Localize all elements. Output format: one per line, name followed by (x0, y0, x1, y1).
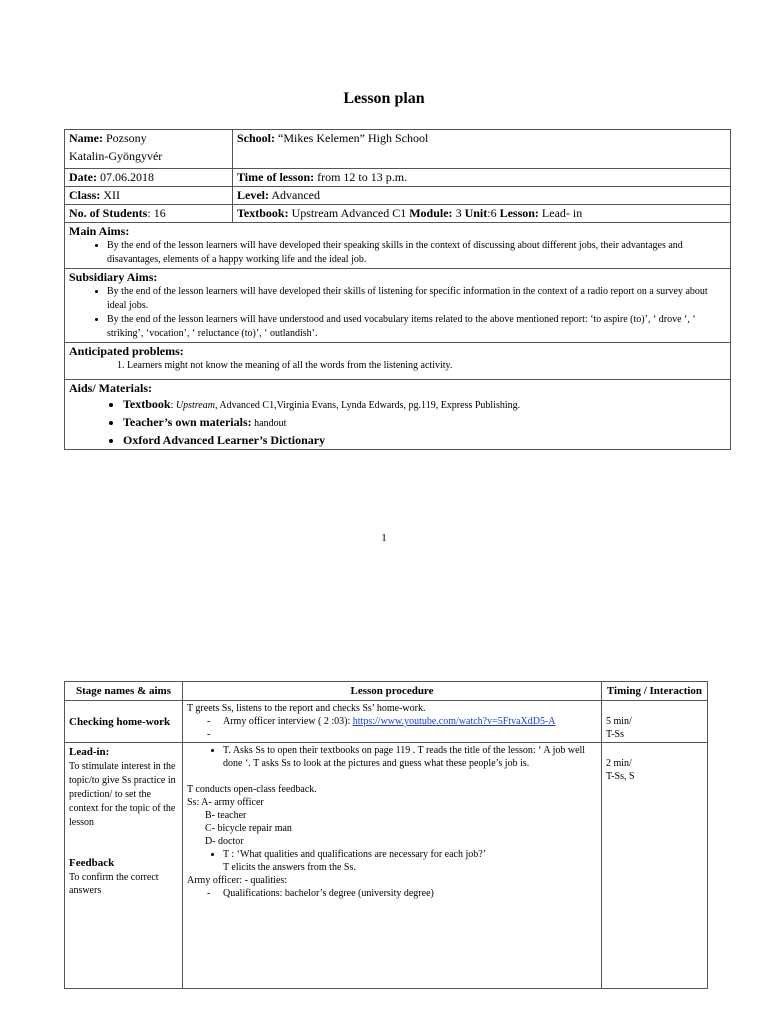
name-cell (65, 130, 233, 169)
main-aims-title: Main Aims: (69, 224, 130, 238)
stage-feedback-desc: To confirm the correct answers (69, 872, 159, 896)
time-label: Time of lesson: (237, 170, 315, 184)
leadin-bullet-1: • T. Asks Ss to open their textbooks on page 119 . T reads the title of the lesson: ‘ A job well done ‘. T asks Ss to look at the pictures and guess what these people’s job is. (223, 744, 597, 770)
subsidiary-aim-item: • By the end of the lesson learners will have understood and used vocabulary items related to the above mentioned report: ‘to aspire (to)’, ‘ drove ‘, ‘ striking’, ‘vocation’, ‘ reluctance (to)’, ‘ outlandish’. (107, 313, 726, 341)
students-label: No. of Students (69, 206, 148, 220)
homework-item-text: Army officer interview ( 2 :03): (223, 716, 353, 727)
procedure-cell-homework (183, 701, 602, 743)
level-value: Advanced (269, 188, 320, 202)
timing-cell-homework (602, 701, 708, 743)
leadin-list-1 (187, 744, 597, 770)
stage-feedback-title: Feedback (69, 857, 115, 869)
aids-teacher-value: handout (251, 418, 287, 429)
timing-header: Timing / Interaction (602, 682, 708, 701)
unit-label: Unit (464, 206, 488, 220)
youtube-link[interactable]: https://www.youtube.com/watch?v=5FtvaXdD5-A (352, 716, 556, 727)
textbook-cell (233, 205, 731, 223)
homework-intro: T greets Ss, listens to the report and checks Ss’ home-work. (187, 703, 426, 714)
aids-title: Aids/ Materials: (69, 381, 152, 395)
timing-homework-2: T-Ss (606, 729, 624, 740)
stage-header: Stage names & aims (65, 682, 183, 701)
stage-cell-leadin (65, 743, 183, 989)
procedure-table (64, 681, 708, 989)
subsidiary-aims-cell (65, 269, 731, 343)
aids-textbook-rest: , Advanced C1,Virginia Evans, Lynda Edwards, pg.119, Express Publishing. (214, 400, 521, 411)
leadin-bullet-2: • T : ‘What qualities and qualifications are necessary for each job?’ (223, 848, 597, 861)
class-level-row (65, 187, 731, 205)
aids-teacher-item (123, 414, 726, 432)
leadin-answer-b: B- teacher (205, 810, 247, 821)
textbook-value: Upstream Advanced C1 (288, 206, 410, 220)
module-value: 3 (452, 206, 465, 220)
problems-list (69, 359, 726, 373)
leadin-feedback-line: T conducts open-class feedback. (187, 784, 317, 795)
aids-textbook-title: Upstream (175, 400, 215, 411)
homework-list (187, 715, 597, 741)
homework-item (207, 715, 597, 728)
main-aims-row (65, 223, 731, 269)
procedure-row-leadin (65, 743, 708, 989)
school-label: School: (237, 131, 276, 145)
time-value: from 12 to 13 p.m. (314, 170, 408, 184)
aids-cell (65, 380, 731, 450)
page-number: 1 (381, 532, 387, 544)
time-cell (233, 169, 731, 187)
procedure-row-homework (65, 701, 708, 743)
main-aim-item: • By the end of the lesson learners will have developed their speaking skills in the context of discussing about different jobs, their advantages and disavantages, elements of a happy working life and the ideal job. (107, 239, 726, 267)
date-value: 07.06.2018 (96, 170, 154, 184)
leadin-officer: Army officer: - qualities: (187, 875, 288, 886)
unit-value: :6 (487, 206, 500, 220)
subsidiary-aims-title: Subsidiary Aims: (69, 270, 158, 284)
aids-textbook-item (123, 396, 726, 414)
name-value: Pozsony (102, 131, 147, 145)
module-label: Module: (409, 206, 453, 220)
leadin-answer-c: C- bicycle repair man (205, 823, 292, 834)
class-value: XII (100, 188, 121, 202)
problems-title: Anticipated problems: (69, 344, 184, 358)
leadin-qualifications: - Qualifications: bachelor’s degree (university degree) (207, 887, 597, 900)
subsidiary-aim-item: • By the end of the lesson learners will have developed their skills of listening for specific information in the context of a radio report on a survey about ideal jobs. (107, 285, 726, 313)
procedure-header: Lesson procedure (183, 682, 602, 701)
date-label: Date: (69, 170, 97, 184)
name-school-row (65, 130, 731, 169)
leadin-elicit: T elicits the answers from the Ss. (223, 862, 356, 873)
leadin-answer-a: Ss: A- army officer (187, 797, 264, 808)
level-label: Level: (237, 188, 269, 202)
aids-row (65, 380, 731, 450)
subsidiary-aims-list (69, 285, 726, 341)
students-value: : 16 (147, 206, 166, 220)
name-label: Name: (69, 131, 103, 145)
lesson-label: Lesson: (499, 206, 539, 220)
lesson-info-table (64, 129, 731, 450)
aids-teacher-label: Teacher’s own materials: (123, 415, 252, 429)
date-cell (65, 169, 233, 187)
stage-leadin-title: Lead-in: (69, 746, 110, 758)
problems-cell (65, 343, 731, 380)
timing-leadin-2: T-Ss, S (606, 771, 635, 782)
students-textbook-row (65, 205, 731, 223)
level-cell (233, 187, 731, 205)
aids-textbook-colon: : (170, 400, 176, 411)
lesson-value: Lead- in (538, 206, 583, 220)
stage-cell-homework (65, 701, 183, 743)
timing-cell-leadin (602, 743, 708, 989)
timing-homework-1: 5 min/ (606, 716, 632, 727)
leadin-qual-list (187, 887, 597, 900)
leadin-list-2 (187, 848, 597, 861)
date-time-row (65, 169, 731, 187)
main-aims-list (69, 239, 726, 267)
aids-dictionary-item (123, 432, 726, 448)
aids-dictionary: Oxford Advanced Learner’s Dictionary (123, 433, 326, 447)
procedure-header-row (65, 682, 708, 701)
school-value: “Mikes Kelemen” High School (275, 131, 429, 145)
class-cell (65, 187, 233, 205)
leadin-answer-d: D- doctor (205, 836, 244, 847)
homework-empty-item (207, 728, 597, 741)
class-label: Class: (69, 188, 101, 202)
problem-item: 1. Learners might not know the meaning of all the words from the listening activity. (127, 359, 726, 373)
procedure-cell-leadin (183, 743, 602, 989)
main-aims-cell (65, 223, 731, 269)
students-cell (65, 205, 233, 223)
problems-row (65, 343, 731, 380)
aids-textbook-label: Textbook (123, 397, 171, 411)
school-cell (233, 130, 731, 169)
stage-homework: Checking home-work (69, 715, 171, 728)
stage-leadin-desc: To stimulate interest in the topic/to give Ss practice in prediction/ to set the context for the topic of the lesson (69, 761, 176, 828)
subsidiary-aims-row (65, 269, 731, 343)
textbook-label: Textbook: (237, 206, 289, 220)
timing-leadin-1: 2 min/ (606, 758, 632, 769)
aids-list (69, 396, 726, 448)
page-title: Lesson plan (343, 90, 425, 107)
name-value-line2: Katalin-Gyöngyvér (69, 149, 163, 163)
